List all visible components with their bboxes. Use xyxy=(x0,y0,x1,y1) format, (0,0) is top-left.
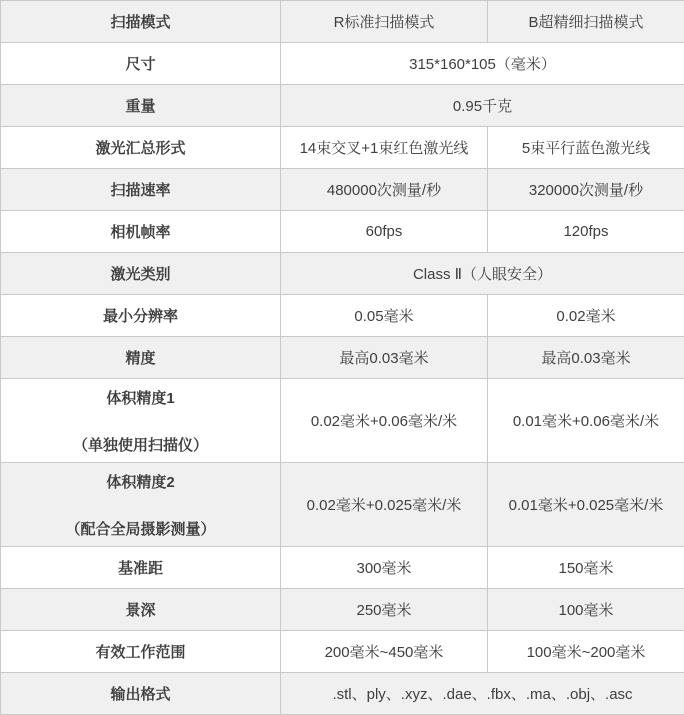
spec-label-stack xyxy=(5,557,276,578)
spec-value-cell: 14束交叉+1束红色激光线 xyxy=(281,127,488,169)
spec-value-cell: 5束平行蓝色激光线 xyxy=(488,127,684,169)
spec-label-cell xyxy=(1,85,281,127)
spec-value-cell: 最高0.03毫米 xyxy=(488,337,684,379)
spec-label-cell xyxy=(1,673,281,715)
spec-label: 体积精度1 xyxy=(106,387,174,408)
spec-label: 最小分辨率 xyxy=(103,305,178,326)
table-row xyxy=(1,1,684,43)
spec-label: 扫描模式 xyxy=(110,11,170,32)
spec-label: 激光汇总形式 xyxy=(95,137,185,158)
table-row xyxy=(1,589,684,631)
spec-label-stack xyxy=(5,683,276,704)
spec-label-cell xyxy=(1,1,281,43)
spec-label-cell xyxy=(1,463,281,547)
spec-table-body xyxy=(1,1,684,715)
spec-value-cell: R标准扫描模式 xyxy=(281,1,488,43)
spec-value-cell: 0.02毫米+0.025毫米/米 xyxy=(281,463,488,547)
spec-label-stack xyxy=(5,263,276,284)
table-row xyxy=(1,169,684,211)
spec-label: 有效工作范围 xyxy=(95,641,185,662)
spec-label: 激光类别 xyxy=(110,263,170,284)
spec-value-cell: 480000次测量/秒 xyxy=(281,169,488,211)
spec-label: 体积精度2 xyxy=(106,471,174,492)
table-row xyxy=(1,631,684,673)
spec-sublabel: （配合全局摄影测量） xyxy=(65,518,215,539)
spec-label: 基准距 xyxy=(118,557,163,578)
spec-value-cell: 150毫米 xyxy=(488,547,684,589)
table-row xyxy=(1,463,684,547)
spec-label-cell xyxy=(1,337,281,379)
table-row xyxy=(1,547,684,589)
spec-value-cell: 320000次测量/秒 xyxy=(488,169,684,211)
spec-label-stack xyxy=(5,221,276,242)
spec-label-cell xyxy=(1,211,281,253)
spec-label: 重量 xyxy=(125,95,155,116)
spec-sublabel: （单独使用扫描仪） xyxy=(73,434,208,455)
spec-value-cell: 200毫米~450毫米 xyxy=(281,631,488,673)
table-row xyxy=(1,85,684,127)
spec-label-stack xyxy=(5,95,276,116)
spec-value-cell: 最高0.03毫米 xyxy=(281,337,488,379)
spec-value-cell: B超精细扫描模式 xyxy=(488,1,684,43)
spec-value-cell: 315*160*105（毫米） xyxy=(281,43,684,85)
table-row xyxy=(1,379,684,463)
spec-label-stack xyxy=(5,641,276,662)
spec-label-cell xyxy=(1,43,281,85)
spec-label-stack xyxy=(5,347,276,368)
spec-label-stack xyxy=(5,599,276,620)
spec-value-cell: 100毫米 xyxy=(488,589,684,631)
table-row xyxy=(1,127,684,169)
spec-label-stack xyxy=(5,471,276,539)
table-row xyxy=(1,211,684,253)
spec-label: 扫描速率 xyxy=(110,179,170,200)
spec-value-cell: 100毫米~200毫米 xyxy=(488,631,684,673)
spec-label-cell xyxy=(1,295,281,337)
table-row xyxy=(1,673,684,715)
spec-value-cell: 0.95千克 xyxy=(281,85,684,127)
spec-value-cell: .stl、ply、.xyz、.dae、.fbx、.ma、.obj、.asc xyxy=(281,673,684,715)
spec-label-cell xyxy=(1,631,281,673)
spec-label-stack xyxy=(5,137,276,158)
spec-value-cell: 60fps xyxy=(281,211,488,253)
spec-value-cell: 250毫米 xyxy=(281,589,488,631)
table-row xyxy=(1,337,684,379)
spec-value-cell: 120fps xyxy=(488,211,684,253)
spec-label: 精度 xyxy=(125,347,155,368)
spec-label-cell xyxy=(1,127,281,169)
spec-label: 尺寸 xyxy=(125,53,155,74)
spec-value-cell: Class Ⅱ（人眼安全） xyxy=(281,253,684,295)
spec-label-cell xyxy=(1,169,281,211)
spec-value-cell: 0.01毫米+0.06毫米/米 xyxy=(488,379,684,463)
spec-label-stack xyxy=(5,179,276,200)
spec-label-stack xyxy=(5,11,276,32)
spec-value-cell: 0.05毫米 xyxy=(281,295,488,337)
spec-label-stack xyxy=(5,305,276,326)
spec-value-cell: 0.02毫米 xyxy=(488,295,684,337)
spec-label: 相机帧率 xyxy=(110,221,170,242)
spec-value-cell: 0.01毫米+0.025毫米/米 xyxy=(488,463,684,547)
spec-label-stack xyxy=(5,387,276,455)
spec-label-cell xyxy=(1,589,281,631)
table-row xyxy=(1,295,684,337)
table-row xyxy=(1,43,684,85)
spec-label-stack xyxy=(5,53,276,74)
spec-label: 输出格式 xyxy=(110,683,170,704)
spec-value-cell: 300毫米 xyxy=(281,547,488,589)
spec-label-cell xyxy=(1,253,281,295)
table-row xyxy=(1,253,684,295)
spec-label-cell xyxy=(1,547,281,589)
spec-label-cell xyxy=(1,379,281,463)
spec-value-cell: 0.02毫米+0.06毫米/米 xyxy=(281,379,488,463)
spec-label: 景深 xyxy=(125,599,155,620)
